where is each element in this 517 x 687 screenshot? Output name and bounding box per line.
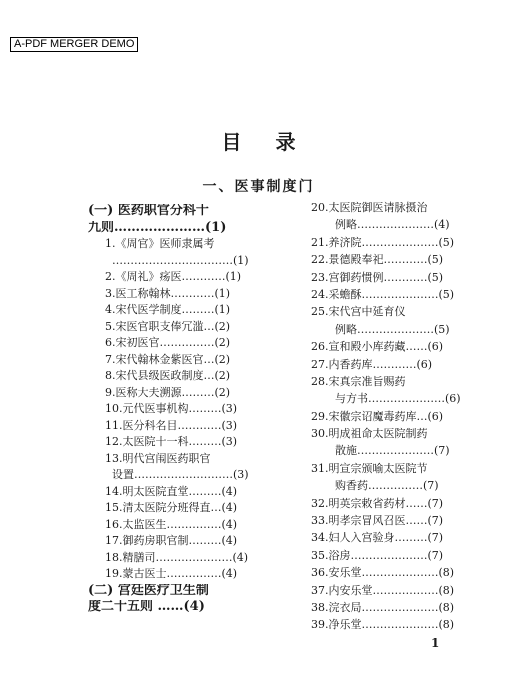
toc-entry: 37.内安乐堂………………(8) [311,583,455,597]
toc-entry: 25.宋代宫中延育仪 [311,305,406,319]
toc-entry: 8.宋代县级医政制度…(2) [105,369,231,382]
toc-entry: 例略…………………(5) [335,322,450,336]
toc-entry: 28.宋真宗准旨赐药 [311,374,406,388]
toc-entry: 4.宋代医学制度………(1) [105,303,231,316]
page-title: 目录 [221,130,330,154]
toc-entry: 31.明宣宗颁喻太医院节 [311,461,428,475]
toc-entry: 34.妇人入宫验身………(7) [311,531,444,545]
toc-entry: 10.元代医事机构………(3) [105,402,238,415]
toc-entry: 九则…………………(1) [88,220,227,235]
toc-entry: 设置………………………(3) [112,468,249,481]
toc-entry: 35.浴房…………………(7) [311,548,444,562]
toc-entry: 度二十五则 ……(4) [88,600,205,614]
toc-entry: 与方书…………………(6) [335,392,461,406]
toc-entry: (一) 医药职官分科十 [88,204,209,218]
toc-entry: 6.宋初医官……………(2) [105,336,231,349]
toc-entry: (二) 宫廷医疗卫生制 [88,583,209,598]
toc-entry: 16.太监医生……………(4) [105,517,238,531]
toc-right-column [311,201,463,636]
toc-entry: 21.养济院…………………(5) [311,235,455,249]
toc-entry: 22.景德殿奉祀…………(5) [311,253,444,267]
toc-entry: 14.明太医院直堂………(4) [105,484,238,498]
watermark-label: A-PDF MERGER DEMO [10,37,138,52]
toc-entry: 7.宋代翰林金紫医官…(2) [105,352,231,366]
toc-entry: 15.清太医院分班得直…(4) [105,501,238,514]
toc-entry: 20.太医院御医请脉摄治 [311,201,428,214]
toc-entry: 例略…………………(4) [335,218,450,232]
toc-entry: 26.宣和殿小库药藏……(6) [311,340,444,354]
toc-entry: 1.《周官》医师隶属考 [105,237,215,250]
toc-entry: 36.安乐堂…………………(8) [311,566,455,580]
toc-entry: 13.明代宫闱医药职官 [105,451,211,465]
toc-entry: 39.净乐堂…………………(8) [311,618,455,632]
toc-entry: 18.精膳司…………………(4) [105,550,249,564]
toc-entry: 17.御药房职官制………(4) [105,534,238,547]
toc-entry: 23.宫御药惯例…………(5) [311,270,444,284]
section-heading: 一、医事制度门 [202,179,315,195]
toc-entry: 32.明英宗敕省药材……(7) [311,496,444,510]
toc-entry: 9.医称大夫溯源………(2) [105,385,231,399]
toc-entry: 散施…………………(7) [335,444,450,458]
toc-entry: 购香药……………(7) [335,479,439,493]
toc-left-column [88,204,298,617]
toc-entry: 2.《周礼》疡医…………(1) [105,270,242,283]
toc-entry: 29.宋徽宗诏魔毒药库…(6) [311,409,444,423]
toc-entry: 33.明孝宗冒风召医……(7) [311,514,444,528]
toc-entry: ……………………………(1) [112,253,249,267]
toc-entry: 38.浣衣局…………………(8) [311,600,455,614]
toc-entry: 3.医工称翰林…………(1) [105,286,231,300]
toc-entry: 27.内香药库…………(6) [311,357,433,371]
toc-entry: 19.蒙古医士……………(4) [105,567,238,580]
toc-entry: 11.医分科名目…………(3) [105,418,238,432]
toc-entry: 24.采蟾酥…………………(5) [311,287,455,301]
toc-entry: 5.宋医官职支俸冗滥…(2) [105,319,231,333]
page-number: 1 [431,636,440,650]
toc-entry: 12.太医院十一科………(3) [105,435,238,448]
toc-entry: 30.明成祖命太医院制药 [311,427,428,441]
